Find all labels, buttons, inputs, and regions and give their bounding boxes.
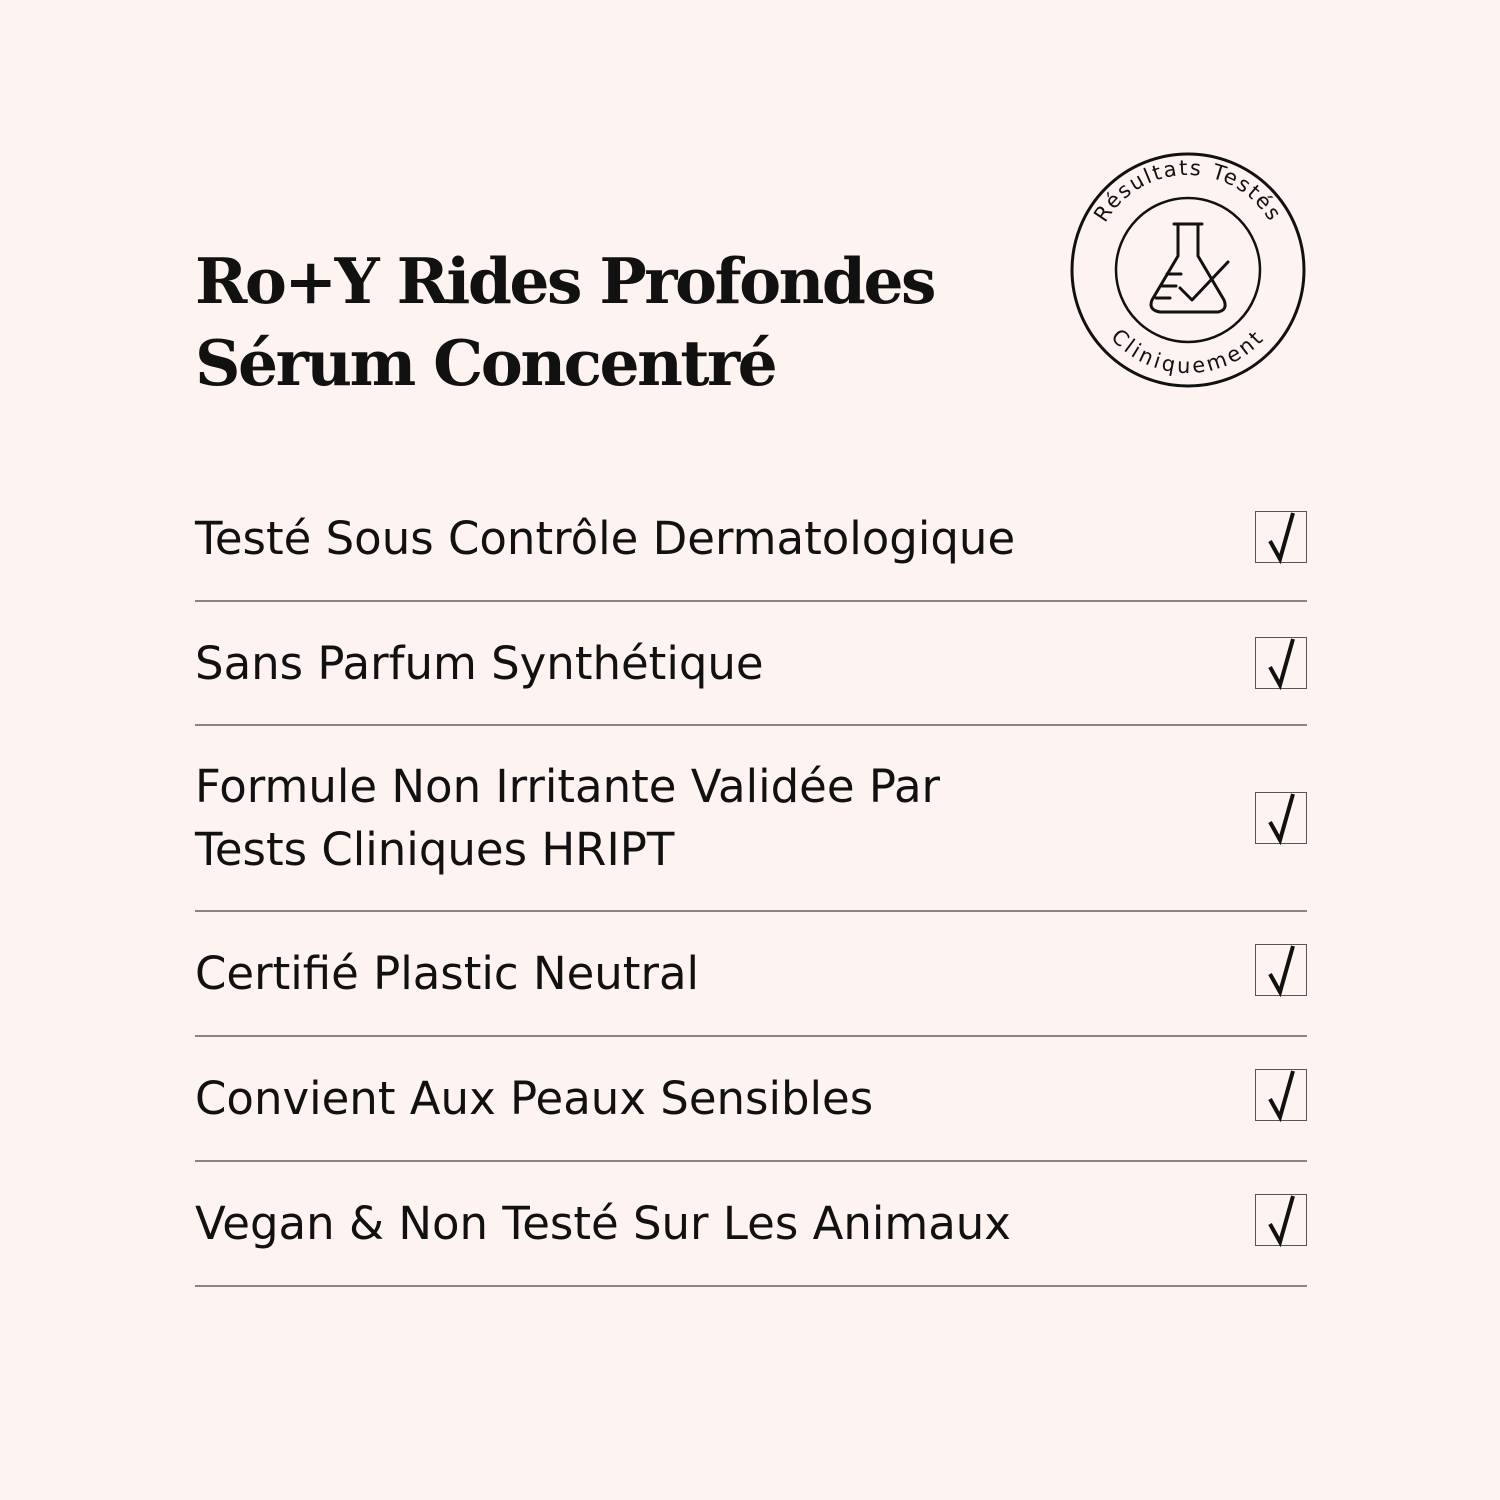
checklist-item xyxy=(195,912,1307,1037)
checkmark-icon xyxy=(1256,512,1308,564)
badge-outer-ring xyxy=(1072,154,1304,386)
checklist-item-text: Tests Cliniques HRIPT xyxy=(195,823,675,876)
checklist-item xyxy=(195,1162,1307,1287)
checklist-item-label xyxy=(195,1067,873,1130)
checkmark-icon xyxy=(1256,1070,1308,1122)
checklist-item xyxy=(195,726,1307,912)
checklist-item xyxy=(195,477,1307,602)
product-title-line-2: Sérum Concentré xyxy=(195,326,776,400)
checkbox[interactable] xyxy=(1255,1194,1307,1246)
badge-text-bottom: Cliniquement xyxy=(1106,324,1270,379)
checkbox[interactable] xyxy=(1255,944,1307,996)
badge-text-top: Résultats Testés xyxy=(1089,155,1287,227)
checkmark-icon xyxy=(1256,945,1308,997)
checkbox[interactable] xyxy=(1255,792,1307,844)
checklist-item-label xyxy=(195,942,699,1005)
checklist-item-text: Certifié Plastic Neutral xyxy=(195,947,700,1000)
clinically-tested-badge xyxy=(1068,150,1308,390)
checklist-item-text: Formule Non Irritante Validée Par xyxy=(195,760,941,813)
checkmark-icon xyxy=(1256,638,1308,690)
checkmark-icon xyxy=(1256,793,1308,845)
checkbox[interactable] xyxy=(1255,1069,1307,1121)
checklist-item-text: Vegan & Non Testé Sur Les Animaux xyxy=(195,1197,1011,1250)
checklist-item-label xyxy=(195,632,764,695)
checklist-item-label xyxy=(195,755,940,881)
checkbox[interactable] xyxy=(1255,637,1307,689)
checklist-item-label xyxy=(195,1192,1011,1255)
checklist-item-text: Sans Parfum Synthétique xyxy=(195,636,764,690)
feature-checklist xyxy=(195,477,1307,1287)
checklist-item xyxy=(195,602,1307,726)
checkmark-icon xyxy=(1256,1195,1308,1247)
checkbox[interactable] xyxy=(1255,511,1307,563)
flask-check-icon xyxy=(1151,224,1228,312)
checklist-item xyxy=(195,1037,1307,1162)
product-title xyxy=(195,240,934,404)
checklist-item-label xyxy=(195,507,1015,570)
checklist-item-text: Convient Aux Peaux Sensibles xyxy=(195,1072,874,1125)
badge-inner-ring xyxy=(1116,198,1260,342)
product-title-line-1: Ro+Y Rides Profondes xyxy=(195,244,935,318)
checklist-item-text: Testé Sous Contrôle Dermatologique xyxy=(195,512,1016,565)
